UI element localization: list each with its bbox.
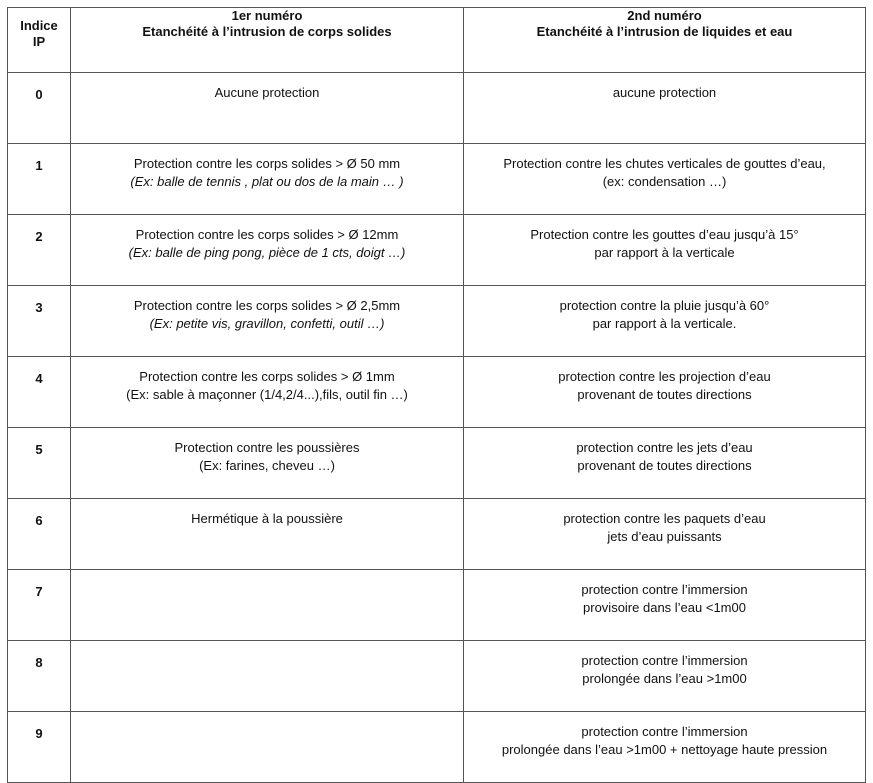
solid-example: (Ex: petite vis, gravillon, confetti, outil …) <box>149 316 385 331</box>
liquid-description: Protection contre les chutes verticales de gouttes d’eau, <box>503 156 826 171</box>
solid-example: (Ex: farines, cheveu …) <box>199 458 335 473</box>
solid-protection-cell <box>71 428 464 499</box>
liquid-detail: (ex: condensation …) <box>602 174 727 189</box>
table-row <box>8 428 866 499</box>
solid-description: Protection contre les corps solides > Ø 2,5mm <box>133 298 401 313</box>
liquid-description: Protection contre les gouttes d’eau jusqu’à 15° <box>530 227 799 242</box>
liquid-protection-cell <box>464 641 866 712</box>
solid-description: Protection contre les corps solides > Ø 12mm <box>135 227 399 242</box>
solid-protection-cell <box>71 499 464 570</box>
liquid-detail: par rapport à la verticale <box>594 245 735 260</box>
liquid-description: aucune protection <box>612 85 717 100</box>
liquid-detail: prolongée dans l’eau >1m00 + nettoyage haute pression <box>501 742 828 757</box>
liquid-description: protection contre les jets d’eau <box>576 440 753 455</box>
table-row <box>8 286 866 357</box>
solid-protection-cell <box>71 357 464 428</box>
solid-protection-cell <box>71 641 464 712</box>
liquid-detail: provenant de toutes directions <box>577 387 752 402</box>
row-index: 1 <box>8 144 71 215</box>
header-index <box>8 8 71 73</box>
liquid-protection-cell <box>464 286 866 357</box>
row-index: 6 <box>8 499 71 570</box>
header-first-digit <box>71 8 464 73</box>
solid-description: Protection contre les poussières <box>174 440 360 455</box>
solid-example: (Ex: sable à maçonner (1/4,2/4...),fils, outil fin …) <box>126 387 408 402</box>
liquid-protection-cell <box>464 144 866 215</box>
table-row <box>8 570 866 641</box>
table-row <box>8 357 866 428</box>
liquid-protection-cell <box>464 499 866 570</box>
solid-protection-cell <box>71 215 464 286</box>
solid-description: Aucune protection <box>214 85 320 100</box>
solid-protection-cell <box>71 73 464 144</box>
solid-protection-cell <box>71 712 464 783</box>
solid-protection-cell <box>71 144 464 215</box>
table-row <box>8 73 866 144</box>
header-first-line2: Etanchéité à l’intrusion de corps solides <box>142 24 392 39</box>
liquid-description: protection contre les paquets d’eau <box>563 511 766 526</box>
liquid-protection-cell <box>464 712 866 783</box>
solid-protection-cell <box>71 286 464 357</box>
liquid-protection-cell <box>464 215 866 286</box>
row-index: 2 <box>8 215 71 286</box>
header-first-line1: 1er numéro <box>231 8 303 23</box>
row-index: 5 <box>8 428 71 499</box>
liquid-detail: par rapport à la verticale. <box>592 316 737 331</box>
liquid-protection-cell <box>464 570 866 641</box>
liquid-description: protection contre l’immersion <box>581 724 748 739</box>
header-index-line2: IP <box>32 34 46 49</box>
liquid-protection-cell <box>464 428 866 499</box>
row-index: 7 <box>8 570 71 641</box>
solid-description: Protection contre les corps solides > Ø 1mm <box>139 369 395 384</box>
table-row <box>8 215 866 286</box>
row-index: 0 <box>8 73 71 144</box>
liquid-description: protection contre les projection d’eau <box>558 369 771 384</box>
row-index: 4 <box>8 357 71 428</box>
liquid-description: protection contre l’immersion <box>581 653 748 668</box>
solid-example: (Ex: balle de tennis , plat ou dos de la main … ) <box>130 174 404 189</box>
ip-rating-table <box>7 7 866 783</box>
row-index: 3 <box>8 286 71 357</box>
solid-protection-cell <box>71 570 464 641</box>
solid-description: Protection contre les corps solides > Ø 50 mm <box>133 156 401 171</box>
table-row <box>8 712 866 783</box>
liquid-detail: jets d’eau puissants <box>607 529 722 544</box>
liquid-detail: provenant de toutes directions <box>577 458 752 473</box>
header-row <box>8 8 866 73</box>
liquid-description: protection contre l’immersion <box>581 582 748 597</box>
table-row <box>8 641 866 712</box>
liquid-protection-cell <box>464 357 866 428</box>
row-index: 9 <box>8 712 71 783</box>
header-second-line2: Etanchéité à l’intrusion de liquides et eau <box>536 24 793 39</box>
header-second-digit <box>464 8 866 73</box>
header-index-line1: Indice <box>20 18 58 33</box>
solid-example: (Ex: balle de ping pong, pièce de 1 cts, doigt …) <box>128 245 406 260</box>
liquid-detail: provisoire dans l’eau <1m00 <box>583 600 746 615</box>
table-row <box>8 499 866 570</box>
row-index: 8 <box>8 641 71 712</box>
solid-description: Hermétique à la poussière <box>191 511 343 526</box>
table-body <box>8 73 866 783</box>
liquid-description: protection contre la pluie jusqu’à 60° <box>559 298 770 313</box>
liquid-protection-cell <box>464 73 866 144</box>
header-second-line1: 2nd numéro <box>627 8 702 23</box>
table-row <box>8 144 866 215</box>
liquid-detail: prolongée dans l’eau >1m00 <box>582 671 747 686</box>
